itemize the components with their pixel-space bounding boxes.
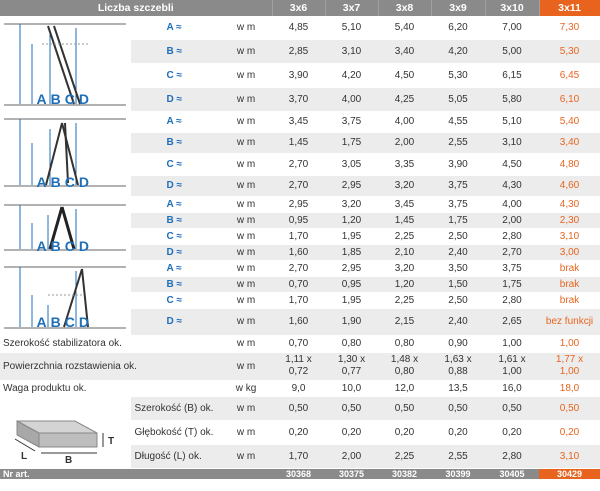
- dim-label: A ≈: [130, 196, 220, 212]
- value-cell: 4,50: [485, 153, 539, 175]
- dim-letter-d: D: [78, 174, 93, 190]
- value-cell: 1,00: [485, 335, 539, 352]
- value-cell: 1,85: [325, 244, 378, 260]
- value-cell: 2,80: [485, 228, 539, 244]
- value-cell: 4,20: [431, 39, 485, 63]
- value-cell: 3,50: [431, 260, 485, 276]
- dim-letter-b: B: [50, 90, 65, 107]
- value-cell: 5,80: [485, 87, 539, 111]
- value-cell: 16,0: [485, 380, 539, 396]
- value-cell-highlighted: brak: [539, 260, 600, 276]
- area-depth: 1,00: [559, 366, 580, 377]
- value-cell: 2,80: [485, 292, 539, 308]
- article-number-row: [0, 468, 600, 479]
- unit-label: w kg: [220, 380, 272, 396]
- value-cell: 0,80: [325, 335, 378, 352]
- value-cell-highlighted: 0,50: [539, 396, 600, 420]
- value-cell: 2,00: [378, 132, 431, 153]
- value-cell: 0,20: [431, 420, 485, 444]
- value-cell-highlighted: brak: [539, 292, 600, 308]
- value-cell-highlighted: 3,40: [539, 132, 600, 153]
- unit-label: w m: [220, 244, 272, 260]
- value-cell: 0,70: [272, 276, 325, 292]
- value-cell: 1,70: [272, 444, 325, 468]
- value-cell-highlighted: 3,00: [539, 244, 600, 260]
- value-cell: 4,50: [378, 63, 431, 87]
- area-depth: 0,88: [448, 366, 468, 377]
- value-cell-highlighted: 3,10: [539, 444, 600, 468]
- value-cell: 3,90: [272, 63, 325, 87]
- value-cell: 3,75: [485, 260, 539, 276]
- value-cell: 2,95: [325, 260, 378, 276]
- value-cell: 3,70: [272, 87, 325, 111]
- article-number-label: Nr art.: [0, 468, 272, 479]
- unit-label: w m: [220, 292, 272, 308]
- value-cell: 1,95: [325, 292, 378, 308]
- table-row: [0, 260, 600, 276]
- value-cell: 2,70: [272, 175, 325, 196]
- dim-label: C ≈: [130, 228, 220, 244]
- value-cell: 3,75: [431, 175, 485, 196]
- unit-label: w m: [220, 153, 272, 175]
- value-cell-highlighted: bez funkcji: [539, 308, 600, 335]
- dim-label: B ≈: [130, 212, 220, 228]
- value-cell: 4,85: [272, 16, 325, 39]
- dim-letter-l: L: [20, 450, 27, 462]
- unit-label: w m: [220, 175, 272, 196]
- unit-label: w m: [220, 111, 272, 132]
- value-cell: 5,10: [325, 16, 378, 39]
- value-cell: 2,70: [485, 244, 539, 260]
- area-depth: 0,72: [288, 366, 309, 377]
- dim-label: C ≈: [130, 292, 220, 308]
- area-width: 1,77 x: [555, 354, 584, 365]
- weight-label: Waga produktu ok.: [0, 380, 220, 396]
- area-width: 1,63 x: [444, 354, 472, 365]
- area-depth: 0,80: [394, 366, 415, 377]
- dim-label: D ≈: [130, 175, 220, 196]
- value-cell: 2,10: [378, 244, 431, 260]
- value-cell: 4,55: [431, 111, 485, 132]
- unit-label: w m: [220, 196, 272, 212]
- value-cell: 2,50: [431, 228, 485, 244]
- value-cell: 2,25: [378, 292, 431, 308]
- value-cell: 2,50: [431, 292, 485, 308]
- dim-label: C ≈: [130, 153, 220, 175]
- value-cell: 2,85: [272, 39, 325, 63]
- unit-label: w m: [220, 16, 272, 39]
- value-cell: 2,55: [431, 444, 485, 468]
- value-cell: 4,00: [325, 87, 378, 111]
- value-cell-highlighted: 5,40: [539, 111, 600, 132]
- dim-letter-b-package: B: [64, 454, 72, 463]
- dim-label: D ≈: [130, 244, 220, 260]
- package-illustration: [0, 396, 130, 468]
- package-box-icon: [5, 399, 125, 463]
- ladder-config-4-illustration: [0, 260, 130, 335]
- value-cell: 3,40: [378, 39, 431, 63]
- dim-letter-d: D: [78, 90, 93, 107]
- value-cell: 2,15: [378, 308, 431, 335]
- dim-letter-d: D: [78, 314, 93, 330]
- value-cell: 1,70: [272, 292, 325, 308]
- value-cell: 2,70: [272, 153, 325, 175]
- dim-letter-c: C: [64, 237, 79, 254]
- value-cell: 3,75: [325, 111, 378, 132]
- size-header: 3x9: [431, 0, 485, 16]
- value-cell: 3,20: [325, 196, 378, 212]
- value-cell: 0,90: [431, 335, 485, 352]
- package-depth-label: Głębokość (T) ok.: [130, 420, 220, 444]
- value-cell: 1,50: [431, 276, 485, 292]
- article-number: 30368: [272, 468, 325, 479]
- unit-label: w m: [220, 352, 272, 380]
- value-cell: 3,90: [431, 153, 485, 175]
- value-cell: 5,05: [431, 87, 485, 111]
- table-row: [0, 352, 600, 380]
- dim-label: D ≈: [130, 87, 220, 111]
- dim-letter-b: B: [50, 314, 65, 330]
- value-cell: 6,20: [431, 16, 485, 39]
- area-width: 1,11 x: [285, 354, 312, 365]
- unit-label: w m: [220, 132, 272, 153]
- value-cell: 1,75: [431, 212, 485, 228]
- value-cell: 2,25: [378, 444, 431, 468]
- unit-label: w m: [220, 276, 272, 292]
- article-number: 30375: [325, 468, 378, 479]
- dim-letter-c: C: [64, 174, 79, 190]
- value-cell: 0,20: [272, 420, 325, 444]
- value-cell: 0,50: [325, 396, 378, 420]
- value-cell: 0,20: [485, 420, 539, 444]
- value-cell: 4,00: [485, 196, 539, 212]
- unit-label: w m: [220, 87, 272, 111]
- value-cell: 5,10: [485, 111, 539, 132]
- value-cell: 2,65: [485, 308, 539, 335]
- value-cell: 3,20: [378, 260, 431, 276]
- area-width: 1,48 x: [390, 354, 419, 365]
- table-row: [0, 380, 600, 396]
- value-cell: 1,20: [325, 212, 378, 228]
- dim-label: A ≈: [130, 260, 220, 276]
- size-header: 3x8: [378, 0, 431, 16]
- value-cell: [485, 352, 539, 380]
- value-cell: 4,00: [378, 111, 431, 132]
- dim-letter-a: A: [36, 237, 51, 254]
- area-width: 1,61 x: [498, 354, 526, 365]
- package-width-label: Szerokość (B) ok.: [130, 396, 220, 420]
- value-cell: 1,95: [325, 228, 378, 244]
- value-cell: 2,40: [431, 244, 485, 260]
- unit-label: w m: [220, 396, 272, 420]
- value-cell-highlighted: 0,20: [539, 420, 600, 444]
- table-row: [0, 396, 600, 420]
- value-cell-highlighted: 5,30: [539, 39, 600, 63]
- table-row: [0, 111, 600, 132]
- dim-letter-a: A: [36, 174, 51, 190]
- value-cell-highlighted: 4,60: [539, 175, 600, 196]
- value-cell: 2,25: [378, 228, 431, 244]
- table-header-row: [0, 0, 600, 16]
- area-label: Powierzchnia rozstawienia ok.: [0, 352, 220, 380]
- unit-label: w m: [220, 260, 272, 276]
- value-cell: 5,40: [378, 16, 431, 39]
- unit-label: w m: [220, 63, 272, 87]
- value-cell: 2,80: [485, 444, 539, 468]
- value-cell: 0,95: [272, 212, 325, 228]
- value-cell: 2,00: [485, 212, 539, 228]
- area-width: 1,30 x: [337, 354, 366, 365]
- dim-label: C ≈: [130, 63, 220, 87]
- value-cell-highlighted: 1,00: [539, 335, 600, 352]
- value-cell: 1,45: [272, 132, 325, 153]
- value-cell: 7,00: [485, 16, 539, 39]
- value-cell: 1,70: [272, 228, 325, 244]
- value-cell-highlighted: 6,10: [539, 87, 600, 111]
- dim-label: B ≈: [130, 39, 220, 63]
- value-cell: 13,5: [431, 380, 485, 396]
- value-cell: 0,50: [485, 396, 539, 420]
- article-number: 30405: [485, 468, 539, 479]
- dim-letter-a: A: [36, 314, 51, 330]
- value-cell: 5,30: [431, 63, 485, 87]
- unit-label: w m: [220, 420, 272, 444]
- unit-label: w m: [220, 335, 272, 352]
- value-cell: 2,40: [431, 308, 485, 335]
- dim-label: D ≈: [130, 308, 220, 335]
- ladder-config-3-illustration: [0, 196, 130, 260]
- value-cell: 0,50: [272, 396, 325, 420]
- value-cell: 2,00: [325, 444, 378, 468]
- value-cell: 10,0: [325, 380, 378, 396]
- value-cell: [325, 352, 378, 380]
- size-header: 3x6: [272, 0, 325, 16]
- dim-label: B ≈: [130, 132, 220, 153]
- value-cell: 2,55: [431, 132, 485, 153]
- stabilizer-label: Szerokość stabilizatora ok.: [0, 335, 220, 352]
- dim-letter-c: C: [64, 90, 79, 107]
- dim-label: A ≈: [130, 16, 220, 39]
- value-cell: 0,50: [431, 396, 485, 420]
- value-cell: 5,00: [485, 39, 539, 63]
- table-row: [0, 335, 600, 352]
- value-cell-highlighted: 4,80: [539, 153, 600, 175]
- value-cell: 3,10: [485, 132, 539, 153]
- value-cell: [272, 352, 325, 380]
- value-cell: 4,25: [378, 87, 431, 111]
- value-cell: 2,95: [325, 175, 378, 196]
- size-header-highlighted: 3x11: [539, 0, 600, 16]
- value-cell: 0,20: [325, 420, 378, 444]
- value-cell-highlighted: brak: [539, 276, 600, 292]
- unit-label: w m: [220, 228, 272, 244]
- package-length-label: Długość (L) ok.: [130, 444, 220, 468]
- value-cell: 1,90: [325, 308, 378, 335]
- ladder-config-2-illustration: [0, 111, 130, 196]
- value-cell-highlighted: 6,45: [539, 63, 600, 87]
- dim-letter-d: D: [78, 237, 93, 254]
- value-cell: 9,0: [272, 380, 325, 396]
- article-number: 30382: [378, 468, 431, 479]
- value-cell: 3,10: [325, 39, 378, 63]
- value-cell-highlighted: 4,30: [539, 196, 600, 212]
- size-header: 3x7: [325, 0, 378, 16]
- value-cell-highlighted: 18,0: [539, 380, 600, 396]
- value-cell-highlighted: 2,30: [539, 212, 600, 228]
- value-cell: 3,45: [378, 196, 431, 212]
- article-number: 30399: [431, 468, 485, 479]
- article-number-highlighted: 30429: [539, 468, 600, 479]
- value-cell: [378, 352, 431, 380]
- size-header: 3x10: [485, 0, 539, 16]
- area-depth: 1,00: [502, 366, 522, 377]
- rungs-header: Liczba szczebli: [0, 0, 272, 16]
- unit-label: w m: [220, 39, 272, 63]
- table-row: [0, 16, 600, 39]
- value-cell-highlighted: [539, 352, 600, 380]
- value-cell: 3,05: [325, 153, 378, 175]
- value-cell: 0,20: [378, 420, 431, 444]
- value-cell: 1,60: [272, 244, 325, 260]
- unit-label: w m: [220, 212, 272, 228]
- area-depth: 0,77: [341, 366, 362, 377]
- value-cell: 3,35: [378, 153, 431, 175]
- unit-label: w m: [220, 308, 272, 335]
- value-cell: 6,15: [485, 63, 539, 87]
- ladder-config-1-illustration: [0, 16, 130, 111]
- dim-letter-t: T: [107, 435, 114, 447]
- value-cell: 0,80: [378, 335, 431, 352]
- dim-letter-a: A: [36, 90, 51, 107]
- value-cell: 4,20: [325, 63, 378, 87]
- value-cell: 1,45: [378, 212, 431, 228]
- value-cell: 1,75: [325, 132, 378, 153]
- dim-label: A ≈: [130, 111, 220, 132]
- value-cell: 1,60: [272, 308, 325, 335]
- value-cell: 0,95: [325, 276, 378, 292]
- value-cell: 2,70: [272, 260, 325, 276]
- table-row: [0, 196, 600, 212]
- unit-label: w m: [220, 444, 272, 468]
- value-cell: 4,30: [485, 175, 539, 196]
- value-cell: [431, 352, 485, 380]
- value-cell-highlighted: 3,10: [539, 228, 600, 244]
- value-cell: 1,75: [485, 276, 539, 292]
- value-cell: 12,0: [378, 380, 431, 396]
- dim-letter-b: B: [50, 174, 65, 190]
- value-cell: 3,45: [272, 111, 325, 132]
- value-cell: 1,20: [378, 276, 431, 292]
- value-cell: 3,75: [431, 196, 485, 212]
- value-cell-highlighted: 7,30: [539, 16, 600, 39]
- dim-letter-b: B: [50, 237, 65, 254]
- value-cell: 0,70: [272, 335, 325, 352]
- dim-label: B ≈: [130, 276, 220, 292]
- dim-letter-c: C: [64, 314, 79, 330]
- value-cell: 0,50: [378, 396, 431, 420]
- value-cell: 2,95: [272, 196, 325, 212]
- value-cell: 3,20: [378, 175, 431, 196]
